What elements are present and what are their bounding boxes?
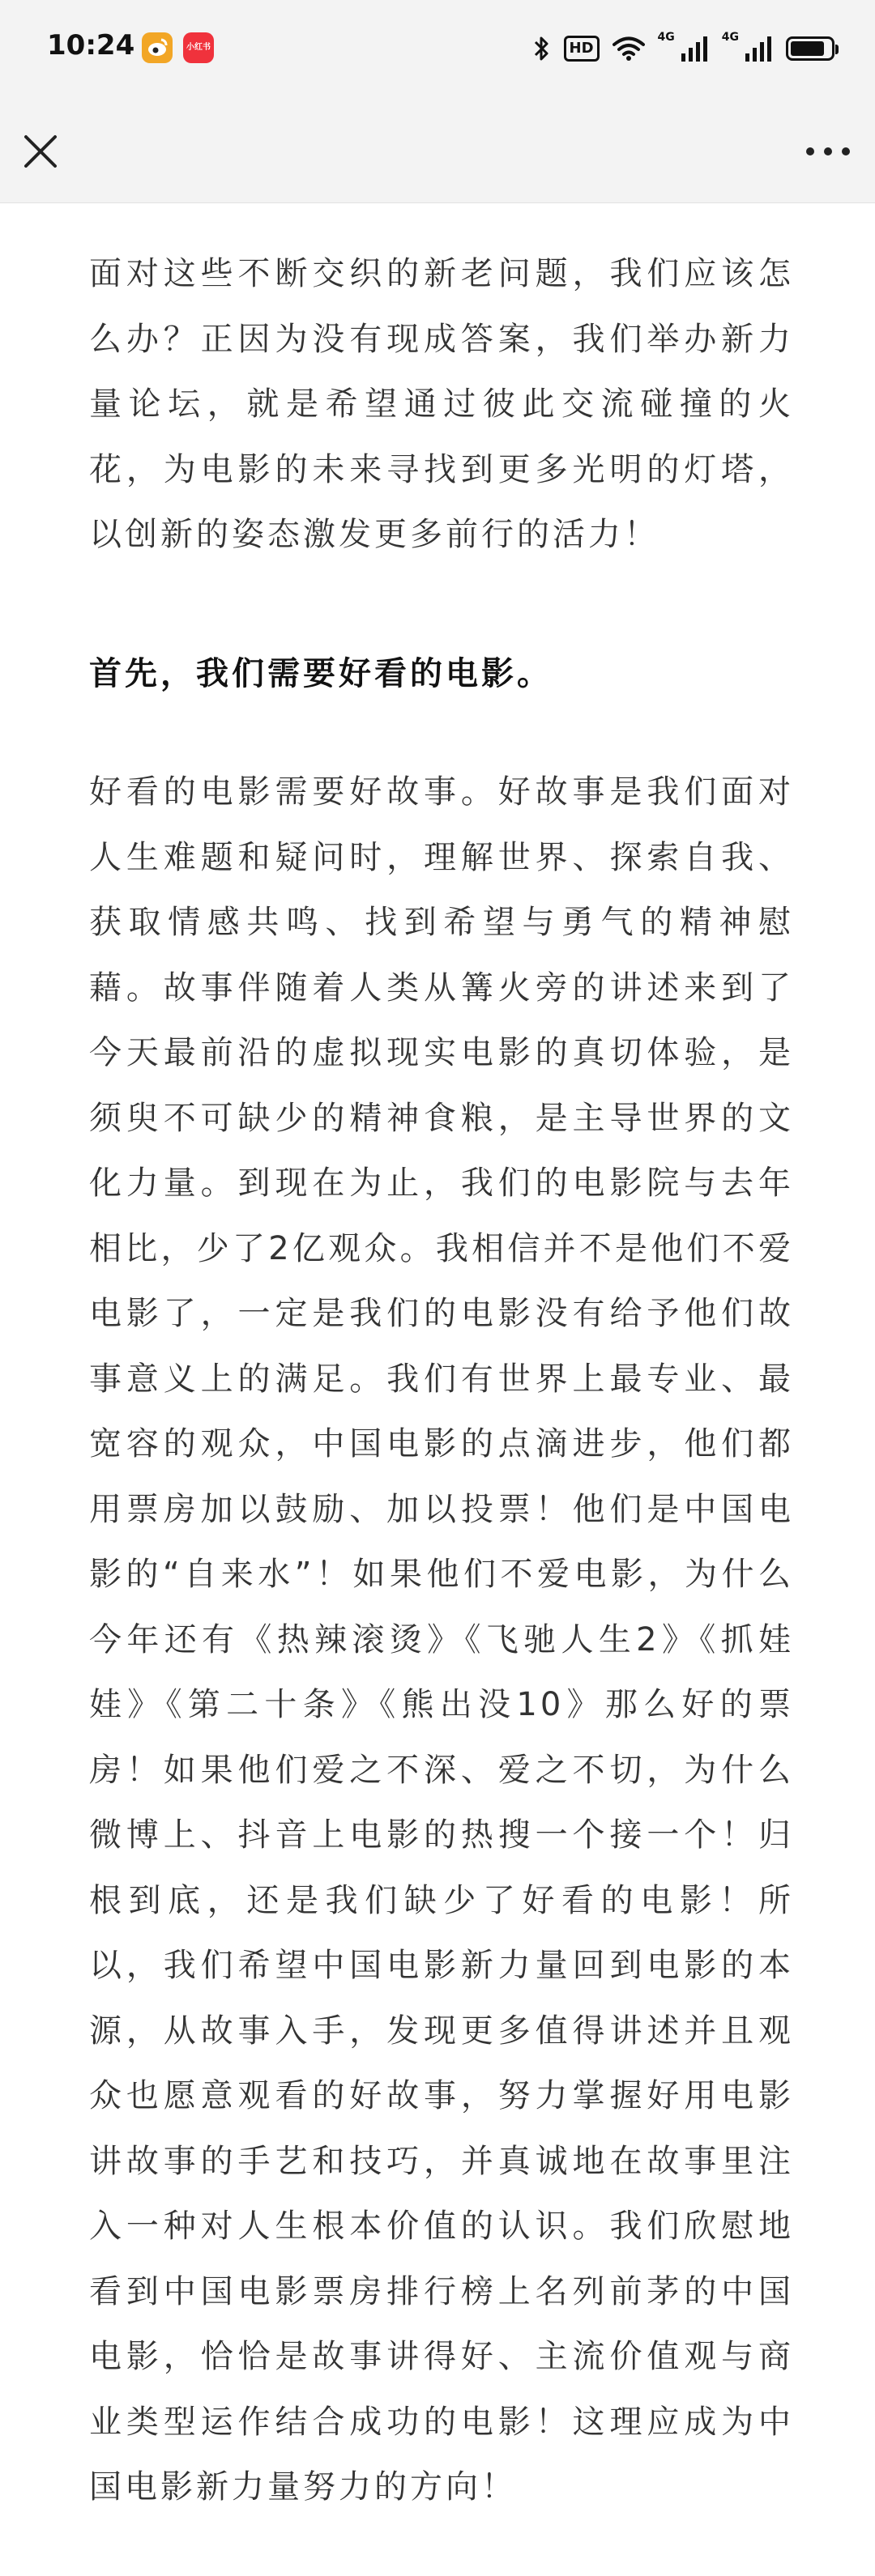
more-options-button[interactable]: [799, 129, 857, 174]
hd-voice-badge: HD: [564, 36, 600, 62]
section-heading: 首先，我们需要好看的电影。: [89, 655, 553, 692]
battery-level-fill: [791, 41, 824, 56]
xiaohongshu-app-icon: 小红书: [183, 32, 214, 63]
bluetooth-icon: [533, 35, 551, 62]
wifi-icon: [612, 36, 645, 62]
signal-icon-2: [745, 36, 773, 62]
weibo-eye-icon: [142, 32, 173, 63]
status-bar: [0, 0, 875, 101]
article-paragraph: 好看的电影需要好故事。好故事是我们面对人生难题和疑问时，理解世界、探索自我、获取情感共鸣、找到希望与勇气的精神慰藉。故事伴随着人类从篝火旁的讲述来到了今天最前沿的虚拟现实电影的真切体验，是须臾不可缺少的精神食粮，是主导世界的文化力量。到现在为止，我们的电影院与去年相比，少了2亿观众。我相信并不是他们不爱电影了，一定是我们的电影没有给予他们故事意义上的满足。我们有世界上最专业、最宽容的观众，中国电影的点滴进步，他们都用票房加以鼓励、加以投票！他们是中国电影的“自来水”！如果他们不爱电影，为什么今年还有《热辣滚烫》《飞驰人生2》《抓娃娃》《第二十条》《熊出没10》那么好的票房！如果他们爱之不深、爱之不切，为什么微博上、抖音上电影的热搜一个接一个！归根到底，还是我们缺少了好看的电影！所以，我们希望中国电影新力量回到电影的本源，从故事入手，发现更多值得讲述并且观众也愿意观看的好故事，努力掌握好用电影讲故事的手艺和技巧，并真诚地在故事里注入一种对人生根本价值的认识。我们欣慰地看到中国电影票房排行榜上名列前茅的中国电影，恰恰是故事讲得好、主流价值观与商业类型运作结合成功的电影！这理应成为中国电影新力量努力的方向！: [89, 773, 794, 2506]
weibo-app-icon: [142, 32, 173, 63]
more-options-icon: [799, 129, 857, 174]
signal-icon-1: [681, 36, 709, 62]
top-nav-bar: [0, 101, 875, 203]
close-icon: [18, 129, 63, 174]
battery-icon: [786, 36, 834, 61]
network-type-1: 4G: [657, 31, 675, 44]
network-type-2: 4G: [721, 31, 739, 44]
status-time: 10:24: [47, 29, 135, 62]
close-button[interactable]: [18, 129, 63, 174]
article-paragraph: 面对这些不断交织的新老问题，我们应该怎么办？正因为没有现成答案，我们举办新力量论坛，就是希望通过彼此交流碰撞的火花，为电影的未来寻找到更多光明的灯塔，以创新的姿态激发更多前行的活力！: [89, 255, 794, 553]
status-icons: [533, 31, 834, 66]
